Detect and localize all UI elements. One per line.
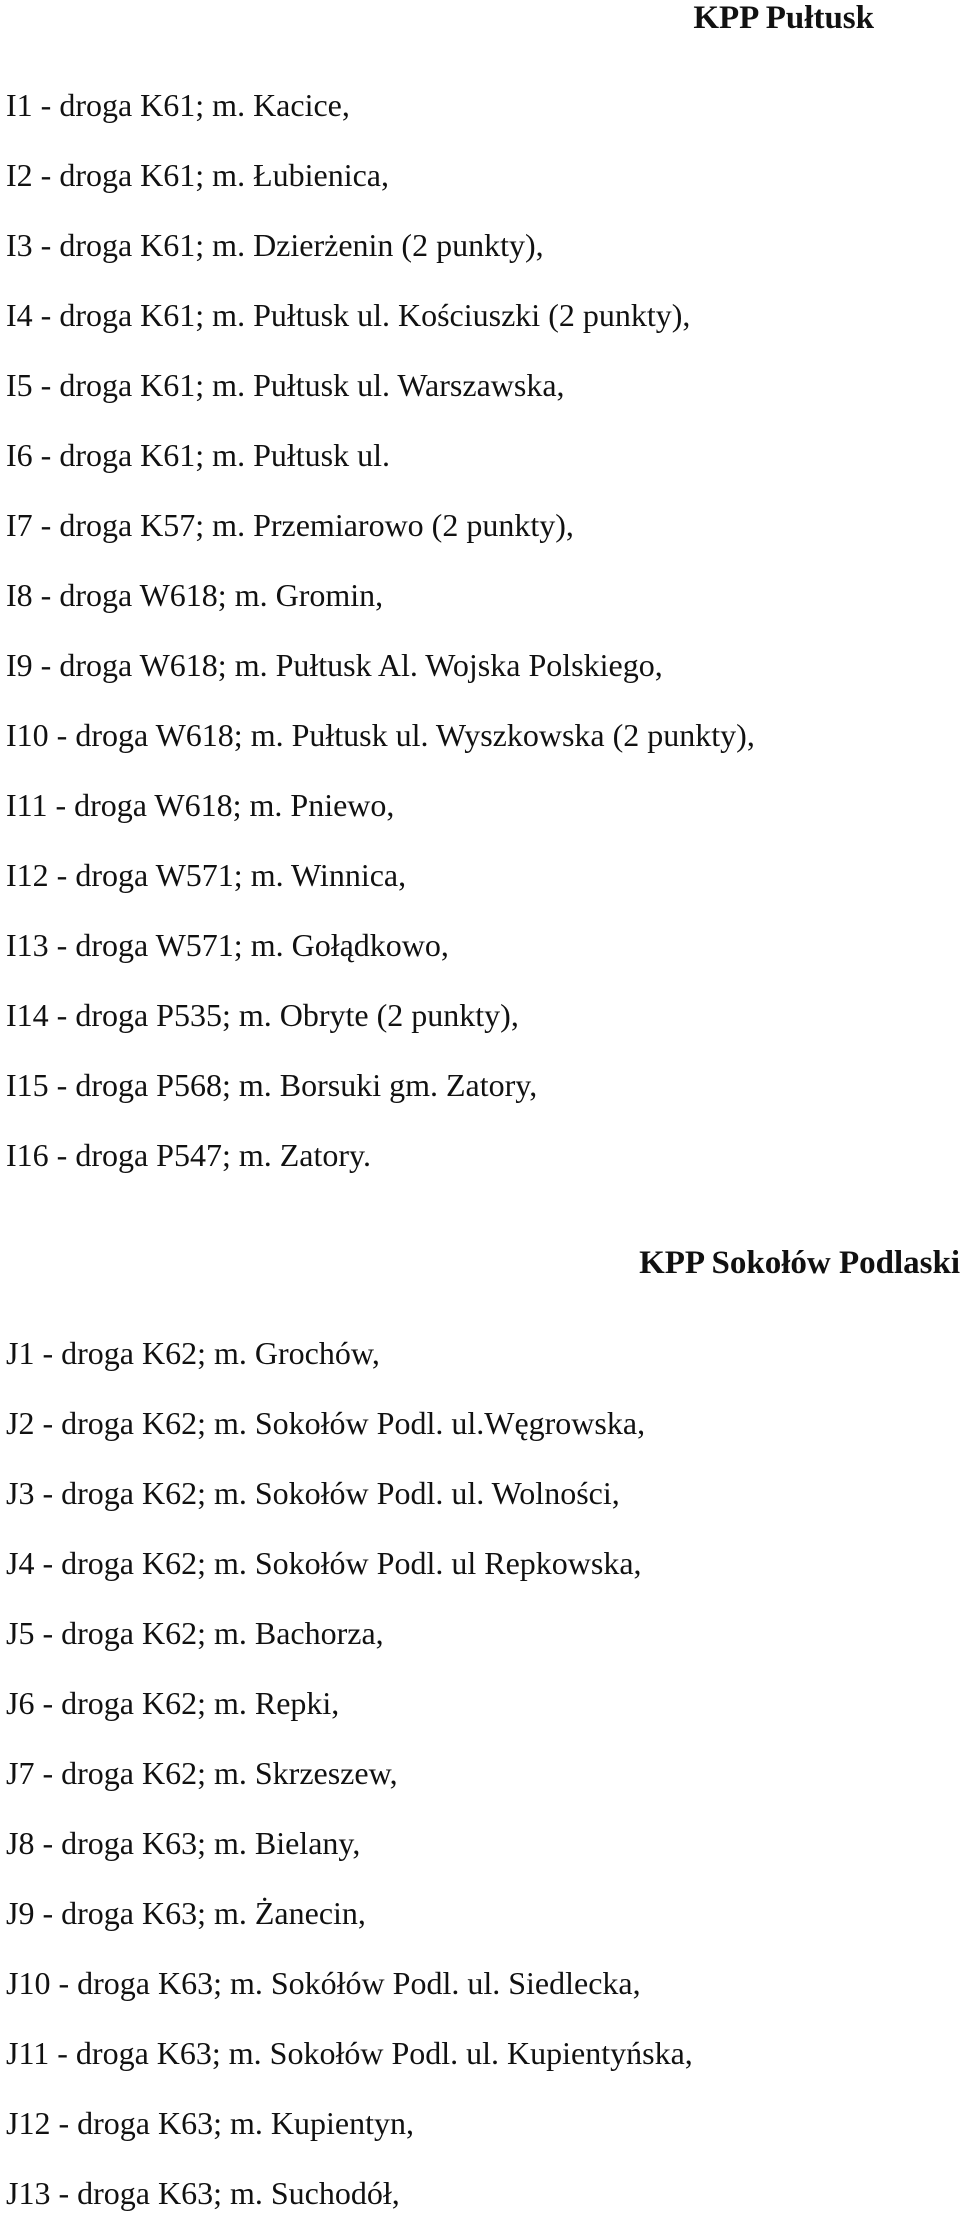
list-item: I12 - droga W571; m. Winnica,: [6, 857, 407, 893]
list-item: I7 - droga K57; m. Przemiarowo (2 punkty),: [6, 507, 574, 543]
list-item: J9 - droga K63; m. Żanecin,: [6, 1895, 366, 1931]
list-item: J5 - droga K62; m. Bachorza,: [6, 1615, 384, 1651]
list-item: I15 - droga P568; m. Borsuki gm. Zatory,: [6, 1067, 538, 1103]
list-item: I10 - droga W618; m. Pułtusk ul. Wyszkowska (2 punkty),: [6, 717, 755, 753]
list-item: I3 - droga K61; m. Dzierżenin (2 punkty),: [6, 227, 544, 263]
list-item: J2 - droga K62; m. Sokołów Podl. ul.Węgrowska,: [6, 1405, 646, 1441]
list-item: I14 - droga P535; m. Obryte (2 punkty),: [6, 997, 519, 1033]
list-item: J4 - droga K62; m. Sokołów Podl. ul Repkowska,: [6, 1545, 642, 1581]
list-item: I9 - droga W618; m. Pułtusk Al. Wojska Polskiego,: [6, 647, 663, 683]
list-item: I13 - droga W571; m. Gołądkowo,: [6, 927, 449, 963]
list-item: I11 - droga W618; m. Pniewo,: [6, 787, 395, 823]
list-item: J12 - droga K63; m. Kupientyn,: [6, 2105, 414, 2141]
list-item: I1 - droga K61; m. Kacice,: [6, 87, 350, 123]
list-item: J10 - droga K63; m. Sokółów Podl. ul. Siedlecka,: [6, 1965, 641, 2001]
list-item: I2 - droga K61; m. Łubienica,: [6, 157, 389, 193]
section-heading-kpp-sokolow-podlaski: KPP Sokołów Podlaski: [639, 1245, 960, 1281]
list-item: I8 - droga W618; m. Gromin,: [6, 577, 384, 613]
list-item: I6 - droga K61; m. Pułtusk ul.: [6, 437, 390, 473]
section-heading-kpp-pultusk: KPP Pułtusk: [693, 0, 874, 36]
list-item: J3 - droga K62; m. Sokołów Podl. ul. Wolności,: [6, 1475, 620, 1511]
list-item: I4 - droga K61; m. Pułtusk ul. Kościuszki (2 punkty),: [6, 297, 691, 333]
list-item: J6 - droga K62; m. Repki,: [6, 1685, 340, 1721]
list-item: J13 - droga K63; m. Suchodół,: [6, 2175, 400, 2211]
list-item: I5 - droga K61; m. Pułtusk ul. Warszawska,: [6, 367, 565, 403]
list-item: J8 - droga K63; m. Bielany,: [6, 1825, 361, 1861]
checkpoint-list-pultusk: [0, 70, 755, 1190]
list-item: I16 - droga P547; m. Zatory.: [6, 1137, 371, 1173]
list-item: J1 - droga K62; m. Grochów,: [6, 1335, 380, 1371]
list-item: J7 - droga K62; m. Skrzeszew,: [6, 1755, 398, 1791]
checkpoint-list-sokolow: [0, 1318, 693, 2228]
list-item: J11 - droga K63; m. Sokołów Podl. ul. Kupientyńska,: [6, 2035, 693, 2071]
